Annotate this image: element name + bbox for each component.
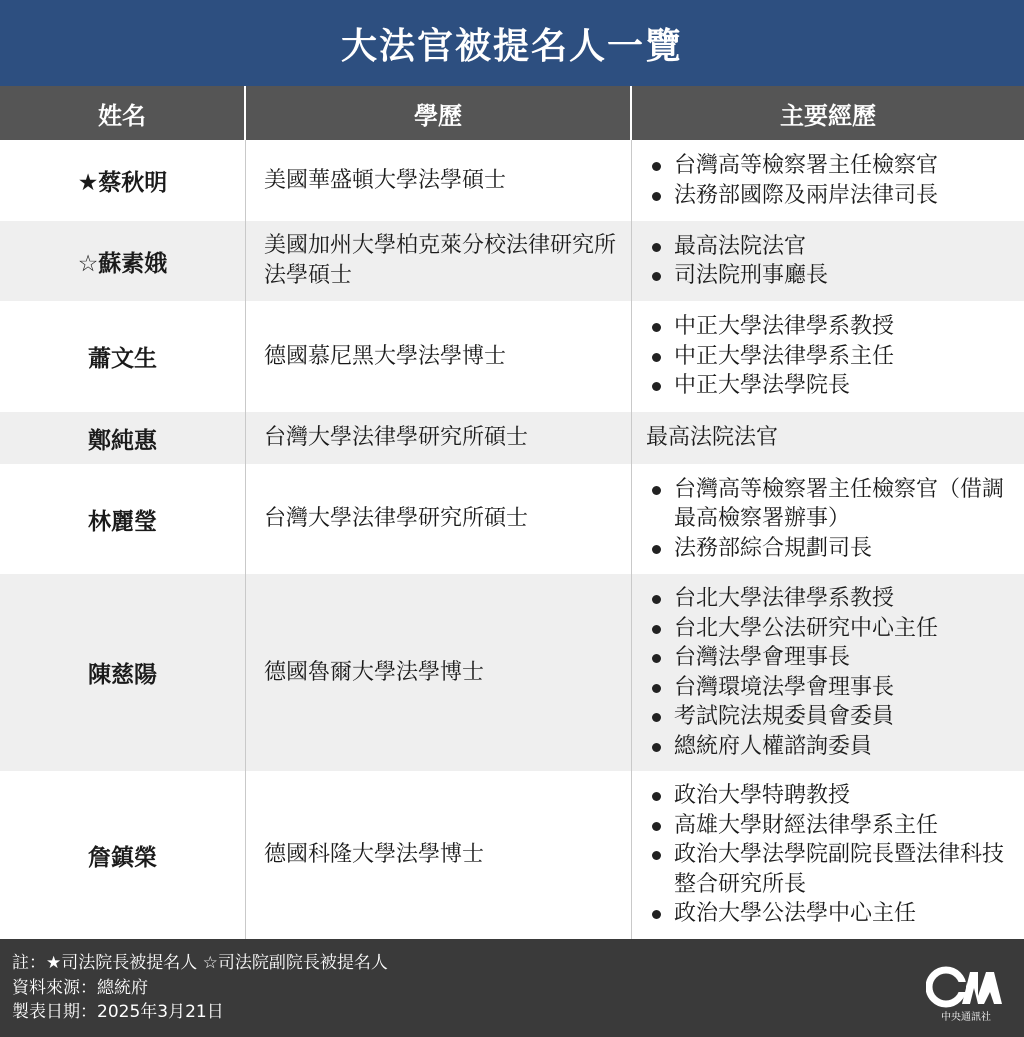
table-row <box>0 412 1024 464</box>
bullet-icon <box>652 713 661 722</box>
nominee-education: 德國魯爾大學法學博士 <box>246 574 632 771</box>
nominee-name: 鄭純惠 <box>0 412 246 464</box>
bullet-icon <box>652 595 661 604</box>
nominee-education: 台灣大學法律學研究所碩士 <box>246 464 632 574</box>
table-row <box>0 301 1024 412</box>
nominee-experience <box>632 574 1024 771</box>
nominee-education: 美國加州大學柏克萊分校法律研究所法學碩士 <box>246 221 632 301</box>
list-item: 高雄大學財經法律學系主任 <box>646 811 1014 841</box>
nominee-education: 美國華盛頓大學法學碩士 <box>246 140 632 221</box>
source-text: 資料來源：總統府 <box>12 977 148 998</box>
header-name: 姓名 <box>0 86 246 140</box>
nominee-experience <box>632 221 1024 301</box>
bullet-icon <box>652 486 661 495</box>
bullet-icon <box>652 792 661 801</box>
bullet-icon <box>652 654 661 663</box>
bullet-icon <box>652 910 661 919</box>
table-row <box>0 574 1024 771</box>
table-row <box>0 221 1024 301</box>
list-item: 政治大學法學院副院長暨法律科技整合研究所長 <box>646 840 1014 899</box>
nominee-name: ☆蘇素娥 <box>0 221 246 301</box>
nominee-table <box>0 140 1024 939</box>
list-item: 台北大學法律學系教授 <box>646 584 1014 614</box>
list-item: 台灣環境法學會理事長 <box>646 673 1014 703</box>
list-item: 司法院刑事廳長 <box>646 261 1014 291</box>
list-item: 台北大學公法研究中心主任 <box>646 614 1014 644</box>
list-item: 政治大學公法學中心主任 <box>646 899 1014 929</box>
bullet-icon <box>652 851 661 860</box>
list-item: 法務部綜合規劃司長 <box>646 534 1014 564</box>
experience-text: 最高法院法官 <box>646 425 779 450</box>
nominee-education: 台灣大學法律學研究所碩士 <box>246 412 632 464</box>
cna-logo-icon <box>926 966 1006 1026</box>
nominee-experience <box>632 771 1024 939</box>
nominee-name: ★蔡秋明 <box>0 140 246 221</box>
list-item: 台灣高等檢察署主任檢察官 <box>646 151 1014 181</box>
list-item: 考試院法規委員會委員 <box>646 702 1014 732</box>
bullet-icon <box>652 684 661 693</box>
list-item: 政治大學特聘教授 <box>646 781 1014 811</box>
bullet-icon <box>652 743 661 752</box>
page-title: 大法官被提名人一覽 <box>0 0 1024 86</box>
list-item: 台灣高等檢察署主任檢察官（借調最高檢察署辦事） <box>646 475 1014 534</box>
bullet-icon <box>652 192 661 201</box>
footnote: 註：★司法院長被提名人 ☆司法院副院長被提名人 <box>12 953 388 973</box>
nominee-experience <box>632 140 1024 221</box>
list-item: 中正大學法律學系主任 <box>646 342 1014 372</box>
bullet-icon <box>652 822 661 831</box>
nominee-experience <box>632 464 1024 574</box>
bullet-icon <box>652 545 661 554</box>
date-text: 製表日期：2025年3月21日 <box>12 1002 224 1022</box>
list-item: 台灣法學會理事長 <box>646 643 1014 673</box>
table-row <box>0 140 1024 221</box>
list-item: 中正大學法學院長 <box>646 371 1014 401</box>
list-item: 中正大學法律學系教授 <box>646 312 1014 342</box>
table-row <box>0 464 1024 574</box>
footer <box>0 939 1024 1037</box>
nominee-experience <box>632 301 1024 412</box>
list-item: 總統府人權諮詢委員 <box>646 732 1014 762</box>
bullet-icon <box>652 272 661 281</box>
list-item: 法務部國際及兩岸法律司長 <box>646 181 1014 211</box>
header-experience: 主要經歷 <box>780 101 876 130</box>
bullet-icon <box>652 323 661 332</box>
nominee-education: 德國科隆大學法學博士 <box>246 771 632 939</box>
list-item: 最高法院法官 <box>646 232 1014 262</box>
bullet-icon <box>652 625 661 634</box>
nominee-name: 蕭文生 <box>0 301 246 412</box>
nominee-name: 陳慈陽 <box>0 574 246 771</box>
bullet-icon <box>652 243 661 252</box>
bullet-icon <box>652 162 661 171</box>
nominee-name: 詹鎮榮 <box>0 771 246 939</box>
nominee-experience <box>632 412 1024 464</box>
nominee-education: 德國慕尼黑大學法學博士 <box>246 301 632 412</box>
table-header <box>0 86 1024 140</box>
bullet-icon <box>652 382 661 391</box>
nominee-name: 林麗瑩 <box>0 464 246 574</box>
bullet-icon <box>652 353 661 362</box>
table-row <box>0 771 1024 939</box>
header-education: 學歷 <box>246 86 632 140</box>
logo-caption: 中央通訊社 <box>941 1012 991 1023</box>
footer-notes <box>12 951 388 1025</box>
